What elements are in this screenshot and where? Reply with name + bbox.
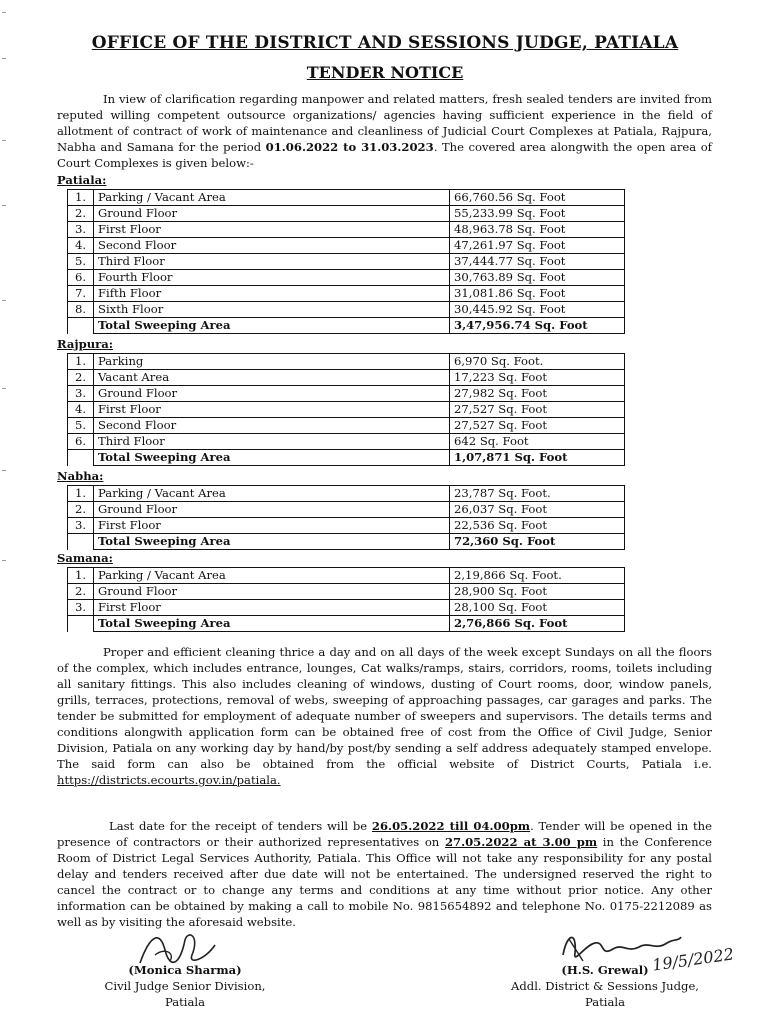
row-number: 7. <box>68 286 94 302</box>
section-label-patiala: Patiala: <box>57 173 107 187</box>
total-row <box>68 318 625 334</box>
area-name: Ground Floor <box>94 206 450 222</box>
table-row <box>68 370 625 386</box>
row-number: 5. <box>68 254 94 270</box>
signatory-place: Patiala <box>584 995 626 1009</box>
area-value: 22,536 Sq. Foot <box>450 518 625 534</box>
work-description-text: Proper and efficient cleaning thrice a day and on all days of the week except Sundays on all the floors of the complex, which includes entrance, lounges, Cat walks/ramps, stairs, corridors, rooms, toilets including all sanitary fittings. This also includes cleaning of windows, dusting of Court rooms, door, window panels, grills, terraces, protections, removal of webs, sweeping of approaching passages, car garages and parks. The tender be submitted for employment of adequate number of sweepers and supervisors. The details terms and conditions alongwith application form can be obtained free of cost from the Office of Civil Judge, Senior Division, Patiala on any working day by hand/by post/by sending a self address adequately stamped envelope. The said form can also be obtained from the official website of District Courts, Patiala i.e. <box>57 645 712 771</box>
area-name: Fourth Floor <box>94 270 450 286</box>
table-row <box>68 190 625 206</box>
total-row <box>68 616 625 632</box>
section-label-rajpura: Rajpura: <box>57 337 114 351</box>
area-value: 27,527 Sq. Foot <box>450 418 625 434</box>
deadline-text-1: Last date for the receipt of tenders will be <box>109 819 372 833</box>
notice-title: TENDER NOTICE <box>306 63 464 82</box>
area-value: 31,081.86 Sq. Foot <box>450 286 625 302</box>
table-row <box>68 206 625 222</box>
signature-block-left <box>75 962 295 1010</box>
table-row <box>68 286 625 302</box>
row-number: 3. <box>68 518 94 534</box>
area-name: Ground Floor <box>94 386 450 402</box>
table-row <box>68 418 625 434</box>
total-value: 3,47,956.74 Sq. Foot <box>450 318 625 334</box>
area-value: 6,970 Sq. Foot. <box>450 354 625 370</box>
row-number: 6. <box>68 434 94 450</box>
row-number: 8. <box>68 302 94 318</box>
area-value: 37,444.77 Sq. Foot <box>450 254 625 270</box>
area-value: 26,037 Sq. Foot <box>450 502 625 518</box>
area-table-nabha <box>67 485 625 550</box>
area-name: First Floor <box>94 518 450 534</box>
table-row <box>68 402 625 418</box>
table-row <box>68 486 625 502</box>
intro-text-end: . The covered area alongwith the open area of Court Complexes is given below:- <box>57 140 712 170</box>
row-number: 4. <box>68 402 94 418</box>
row-number: 3. <box>68 386 94 402</box>
total-label: Total Sweeping Area <box>94 616 450 632</box>
total-row <box>68 450 625 466</box>
area-table-samana <box>67 567 625 632</box>
area-name: Third Floor <box>94 254 450 270</box>
total-label: Total Sweeping Area <box>94 534 450 550</box>
row-number: 3. <box>68 600 94 616</box>
area-value: 30,763.89 Sq. Foot <box>450 270 625 286</box>
tender-period: 01.06.2022 to 31.03.2023 <box>265 140 434 154</box>
scan-margin-marks <box>2 0 12 1024</box>
row-number: 5. <box>68 418 94 434</box>
total-value: 1,07,871 Sq. Foot <box>450 450 625 466</box>
area-value: 66,760.56 Sq. Foot <box>450 190 625 206</box>
area-name: First Floor <box>94 402 450 418</box>
website-link[interactable]: https://districts.ecourts.gov.in/patiala. <box>57 773 281 787</box>
row-number: 6. <box>68 270 94 286</box>
table-row <box>68 302 625 318</box>
total-label: Total Sweeping Area <box>94 318 450 334</box>
area-name: First Floor <box>94 600 450 616</box>
row-number: 3. <box>68 222 94 238</box>
area-name: Fifth Floor <box>94 286 450 302</box>
table-row <box>68 600 625 616</box>
signature-block-right <box>485 962 725 1010</box>
area-value: 55,233.99 Sq. Foot <box>450 206 625 222</box>
area-name: Parking / Vacant Area <box>94 190 450 206</box>
area-name: Third Floor <box>94 434 450 450</box>
section-label-samana: Samana: <box>57 551 113 565</box>
signatory-designation: Addl. District & Sessions Judge, <box>511 979 699 993</box>
table-row <box>68 434 625 450</box>
total-row <box>68 534 625 550</box>
work-description-paragraph <box>57 644 712 788</box>
area-table-patiala <box>67 189 625 334</box>
opening-date: 27.05.2022 at 3.00 pm <box>444 835 598 849</box>
row-number: 2. <box>68 370 94 386</box>
area-value: 27,982 Sq. Foot <box>450 386 625 402</box>
area-value: 48,963.78 Sq. Foot <box>450 222 625 238</box>
signatory-designation: Civil Judge Senior Division, <box>104 979 266 993</box>
total-value: 2,76,866 Sq. Foot <box>450 616 625 632</box>
area-value: 47,261.97 Sq. Foot <box>450 238 625 254</box>
area-name: Parking / Vacant Area <box>94 568 450 584</box>
row-number: 2. <box>68 584 94 600</box>
table-row <box>68 254 625 270</box>
area-name: Sixth Floor <box>94 302 450 318</box>
table-row <box>68 270 625 286</box>
area-name: Second Floor <box>94 418 450 434</box>
row-number: 2. <box>68 502 94 518</box>
table-row <box>68 568 625 584</box>
area-name: Second Floor <box>94 238 450 254</box>
intro-text: In view of clarification regarding manpower and related matters, fresh sealed tenders are invited from reputed willing competent outsource organizations/ agencies having sufficient experience in the field of allotment of contract of work of maintenance and cleanliness of Judicial Court Complexes at Patiala, Rajpura, Nabha and Samana for the period <box>57 92 712 154</box>
area-value: 642 Sq. Foot <box>450 434 625 450</box>
deadline-text-2: . Tender will be opened in the presence of contractors or their authorized representatives on <box>57 819 712 849</box>
signatory-place: Patiala <box>164 995 206 1009</box>
area-value: 17,223 Sq. Foot <box>450 370 625 386</box>
signatory-name: (H.S. Grewal) <box>561 963 649 977</box>
area-name: Ground Floor <box>94 502 450 518</box>
row-number: 4. <box>68 238 94 254</box>
table-row <box>68 222 625 238</box>
total-value: 72,360 Sq. Foot <box>450 534 625 550</box>
area-value: 23,787 Sq. Foot. <box>450 486 625 502</box>
area-name: Ground Floor <box>94 584 450 600</box>
table-row <box>68 354 625 370</box>
area-name: Parking <box>94 354 450 370</box>
table-row <box>68 502 625 518</box>
deadline-paragraph <box>57 818 712 930</box>
row-number: 1. <box>68 568 94 584</box>
area-value: 28,100 Sq. Foot <box>450 600 625 616</box>
total-label: Total Sweeping Area <box>94 450 450 466</box>
row-number: 1. <box>68 190 94 206</box>
section-label-nabha: Nabha: <box>57 469 104 483</box>
row-number: 2. <box>68 206 94 222</box>
office-title: OFFICE OF THE DISTRICT AND SESSIONS JUDGE, PATIALA <box>91 33 679 53</box>
row-number: 1. <box>68 354 94 370</box>
handwritten-date: 19/5/2022 <box>651 944 735 975</box>
signatory-name: (Monica Sharma) <box>128 963 242 977</box>
intro-paragraph <box>57 91 712 171</box>
area-value: 28,900 Sq. Foot <box>450 584 625 600</box>
row-number: 1. <box>68 486 94 502</box>
area-name: Vacant Area <box>94 370 450 386</box>
last-date: 26.05.2022 till 04.00pm <box>371 819 531 833</box>
table-row <box>68 238 625 254</box>
table-row <box>68 518 625 534</box>
table-row <box>68 584 625 600</box>
area-value: 2,19,866 Sq. Foot. <box>450 568 625 584</box>
area-value: 27,527 Sq. Foot <box>450 402 625 418</box>
table-row <box>68 386 625 402</box>
area-value: 30,445.92 Sq. Foot <box>450 302 625 318</box>
deadline-text-3: in the Conference Room of District Legal Services Authority, Patiala. This Office will not take any responsibility for any postal delay and tenders received after due date will not be entertained. The undersigned reserved the right to cancel the contract or to change any terms and conditions at any time without prior notice. Any other information can be obtained by making a call to mobile No. 9815654892 and telephone No. 0175-2212089 as well as by visiting the aforesaid website. <box>57 835 712 929</box>
area-name: First Floor <box>94 222 450 238</box>
area-table-rajpura <box>67 353 625 466</box>
area-name: Parking / Vacant Area <box>94 486 450 502</box>
